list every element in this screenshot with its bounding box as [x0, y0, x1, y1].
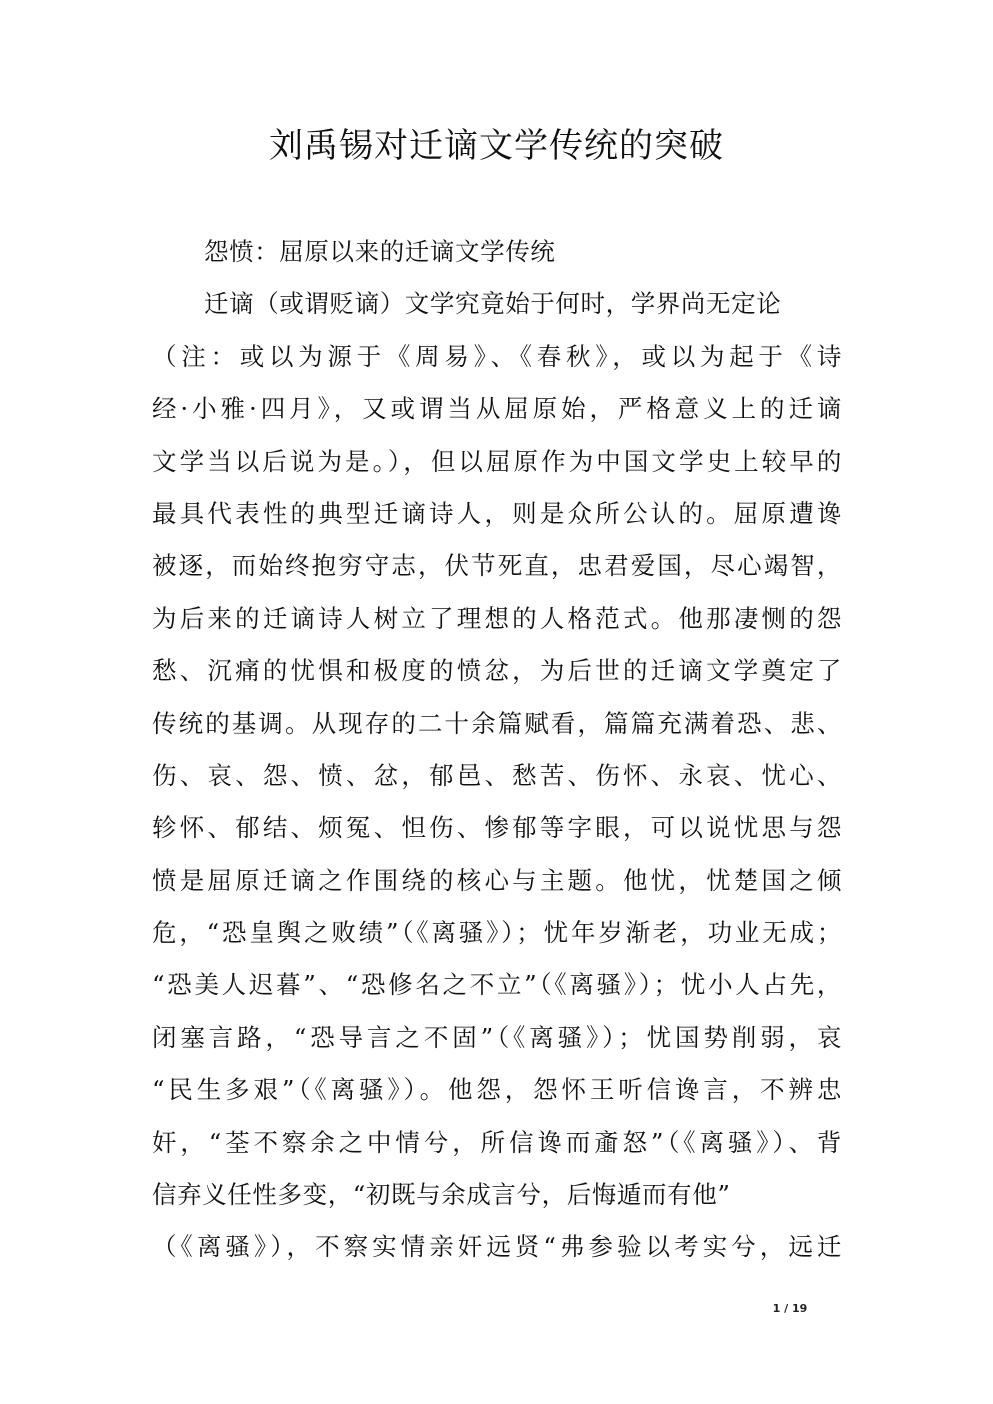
- paragraph-line: 迁谪（或谓贬谪）文学究竟始于何时，学界尚无定论: [204, 289, 782, 319]
- paragraph-line: （注：或以为源于《周易》、《春秋》，或以为起于《诗: [152, 341, 842, 371]
- paragraph-line: 为后来的迁谪诗人树立了理想的人格范式。他那凄恻的怨: [152, 603, 842, 633]
- paragraph-line: 最具代表性的典型迁谪诗人，则是众所公认的。屈原遭谗: [152, 498, 842, 528]
- paragraph-line: （《离骚》），不察实情亲奸远贤“弗参验以考实兮，远迁: [152, 1232, 842, 1262]
- paragraph-line: 被逐，而始终抱穷守志，伏节死直，忠君爱国，尽心竭智，: [152, 551, 842, 581]
- paragraph-line: “恐美人迟暮”、“恐修名之不立”（《离骚》）；忧小人占先，: [152, 970, 842, 1000]
- paragraph-line: 文学当以后说为是。），但以屈原作为中国文学史上较早的: [152, 446, 842, 476]
- paragraph-line: 轸怀、郁结、烦冤、怛伤、惨郁等字眼，可以说忧思与怨: [152, 813, 842, 843]
- paragraph-line: 传统的基调。从现存的二十余篇赋看，篇篇充满着恐、悲、: [152, 708, 842, 738]
- paragraph-line: 伤、哀、怨、愤、忿，郁邑、愁苦、伤怀、永哀、忧心、: [152, 760, 842, 790]
- paragraph-line: “民生多艰”（《离骚》）。他怨，怨怀王听信谗言，不辨忠: [152, 1075, 842, 1105]
- paragraph-line: 奸，“荃不察余之中情兮，所信谗而齑怒”（《离骚》）、背: [152, 1127, 842, 1157]
- paragraph-line: 危，“恐皇舆之败绩”（《离骚》）；忧年岁渐老，功业无成；: [152, 918, 842, 948]
- paragraph-line: 信弃义任性多变，“初既与余成言兮，后悔遁而有他”: [152, 1180, 731, 1210]
- paragraph-line: 经·小雅·四月》，又或谓当从屈原始，严格意义上的迁谪: [152, 394, 842, 424]
- page-number: 1 / 19: [772, 1302, 808, 1315]
- body-text: [152, 226, 842, 1274]
- paragraph-line: 愤是屈原迁谪之作围绕的核心与主题。他忧，忧楚国之倾: [152, 865, 842, 895]
- paragraph-line: 愁、沉痛的忧惧和极度的愤忿，为后世的迁谪文学奠定了: [152, 656, 842, 686]
- section-heading: 怨愤：屈原以来的迁谪文学传统: [204, 237, 556, 266]
- paragraph-line: 闭塞言路，“恐导言之不固”（《离骚》）；忧国势削弱，哀: [152, 1022, 842, 1052]
- document-title: 刘禹锡对迁谪文学传统的突破: [269, 126, 724, 166]
